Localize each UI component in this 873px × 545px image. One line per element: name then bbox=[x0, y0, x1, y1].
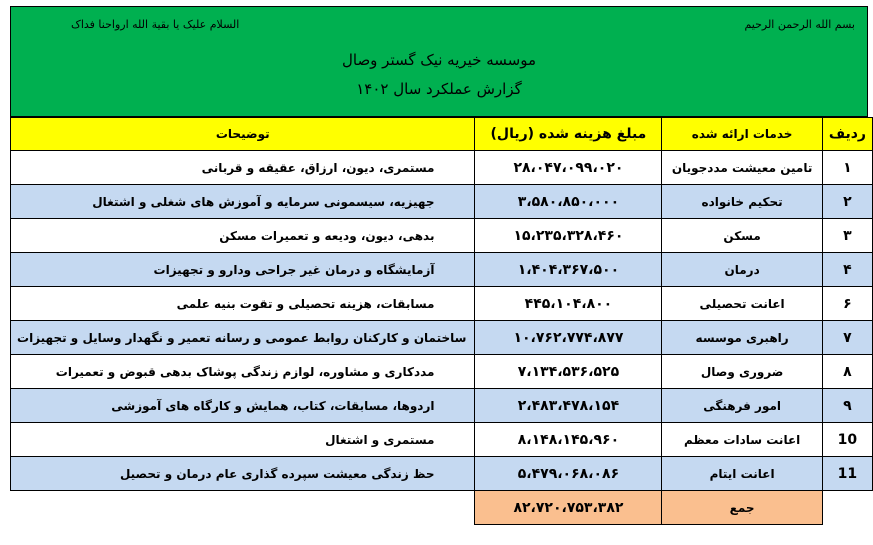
service-cell: اعانت سادات معظم bbox=[662, 423, 822, 457]
description-cell: مستمری، دیون، ارزاق، عقیقه و قربانی bbox=[11, 151, 475, 185]
salutation-text: السلام علیک یا بقیة الله ارواحنا فداک bbox=[71, 18, 240, 31]
amount-cell: ۱۰،۷۶۲،۷۷۴،۸۷۷ bbox=[475, 321, 662, 355]
description-cell: جهیزیه، سیسمونی سرمایه و آموزش های شغلی و اشتغال bbox=[11, 185, 475, 219]
row-number: 10 bbox=[822, 423, 872, 457]
report-title: گزارش عملکرد سال ۱۴۰۲ bbox=[356, 80, 522, 98]
description-cell: آزمایشگاه و درمان غیر جراحی ودارو و تجهیزات bbox=[11, 253, 475, 287]
table-row bbox=[11, 457, 873, 491]
header-amount: مبلغ هزینه شده (ریال) bbox=[475, 118, 662, 151]
row-number: ۶ bbox=[822, 287, 872, 321]
report-header bbox=[10, 6, 868, 117]
service-cell: راهبری موسسه bbox=[662, 321, 822, 355]
total-row bbox=[11, 491, 873, 525]
total-spacer bbox=[822, 491, 872, 525]
service-cell: تحکیم خانواده bbox=[662, 185, 822, 219]
amount-cell: ۵،۴۷۹،۰۶۸،۰۸۶ bbox=[475, 457, 662, 491]
amount-cell: ۱،۴۰۴،۳۶۷،۵۰۰ bbox=[475, 253, 662, 287]
description-cell: حظ زندگی معیشت سپرده گذاری عام درمان و تحصیل bbox=[11, 457, 475, 491]
table-row bbox=[11, 185, 873, 219]
performance-table bbox=[10, 117, 873, 525]
service-cell: مسکن bbox=[662, 219, 822, 253]
table-row bbox=[11, 389, 873, 423]
amount-cell: ۲۸،۰۴۷،۰۹۹،۰۲۰ bbox=[475, 151, 662, 185]
row-number: ۸ bbox=[822, 355, 872, 389]
row-number: ۷ bbox=[822, 321, 872, 355]
table-row bbox=[11, 423, 873, 457]
description-cell: ساختمان و کارکنان روابط عمومی و رسانه تعمیر و نگهدار وسایل و تجهیزات bbox=[11, 321, 475, 355]
table-row bbox=[11, 151, 873, 185]
description-cell: اردوها، مسابقات، کتاب، همایش و کارگاه های آموزشی bbox=[11, 389, 475, 423]
service-cell: تامین معیشت مددجویان bbox=[662, 151, 822, 185]
amount-cell: ۴۴۵،۱۰۴،۸۰۰ bbox=[475, 287, 662, 321]
row-number: ۲ bbox=[822, 185, 872, 219]
service-cell: درمان bbox=[662, 253, 822, 287]
total-label: جمع bbox=[662, 491, 822, 525]
table-row bbox=[11, 321, 873, 355]
amount-cell: ۷،۱۳۴،۵۳۶،۵۲۵ bbox=[475, 355, 662, 389]
row-number: ۱ bbox=[822, 151, 872, 185]
description-cell: مسابقات، هزینه تحصیلی و تقوت بنیه علمی bbox=[11, 287, 475, 321]
total-spacer bbox=[11, 491, 475, 525]
table-row bbox=[11, 287, 873, 321]
header-description: توضیحات bbox=[11, 118, 475, 151]
header-row-number: ردیف bbox=[822, 118, 872, 151]
row-number: ۴ bbox=[822, 253, 872, 287]
header-service: خدمات ارائه شده bbox=[662, 118, 822, 151]
description-cell: مددکاری و مشاوره، لوازم زندگی پوشاک بدهی قبوض و تعمیرات bbox=[11, 355, 475, 389]
row-number: ۹ bbox=[822, 389, 872, 423]
description-cell: مستمری و اشتغال bbox=[11, 423, 475, 457]
organization-name: موسسه خیریه نیک گستر وصال bbox=[341, 51, 537, 69]
amount-cell: ۸،۱۴۸،۱۴۵،۹۶۰ bbox=[475, 423, 662, 457]
table-row bbox=[11, 253, 873, 287]
service-cell: اعانت تحصیلی bbox=[662, 287, 822, 321]
service-cell: امور فرهنگی bbox=[662, 389, 822, 423]
amount-cell: ۲،۴۸۳،۴۷۸،۱۵۴ bbox=[475, 389, 662, 423]
service-cell: ضروری وصال bbox=[662, 355, 822, 389]
table-row bbox=[11, 219, 873, 253]
bismillah-text: بسم الله الرحمن الرحیم bbox=[744, 18, 855, 31]
amount-cell: ۱۵،۲۳۵،۳۲۸،۴۶۰ bbox=[475, 219, 662, 253]
table-header-row bbox=[11, 118, 873, 151]
table-row bbox=[11, 355, 873, 389]
row-number: 11 bbox=[822, 457, 872, 491]
description-cell: بدهی، دیون، ودیعه و تعمیرات مسکن bbox=[11, 219, 475, 253]
total-amount: ۸۲،۷۲۰،۷۵۳،۳۸۲ bbox=[475, 491, 662, 525]
service-cell: اعانت ایتام bbox=[662, 457, 822, 491]
amount-cell: ۳،۵۸۰،۸۵۰،۰۰۰ bbox=[475, 185, 662, 219]
row-number: ۳ bbox=[822, 219, 872, 253]
